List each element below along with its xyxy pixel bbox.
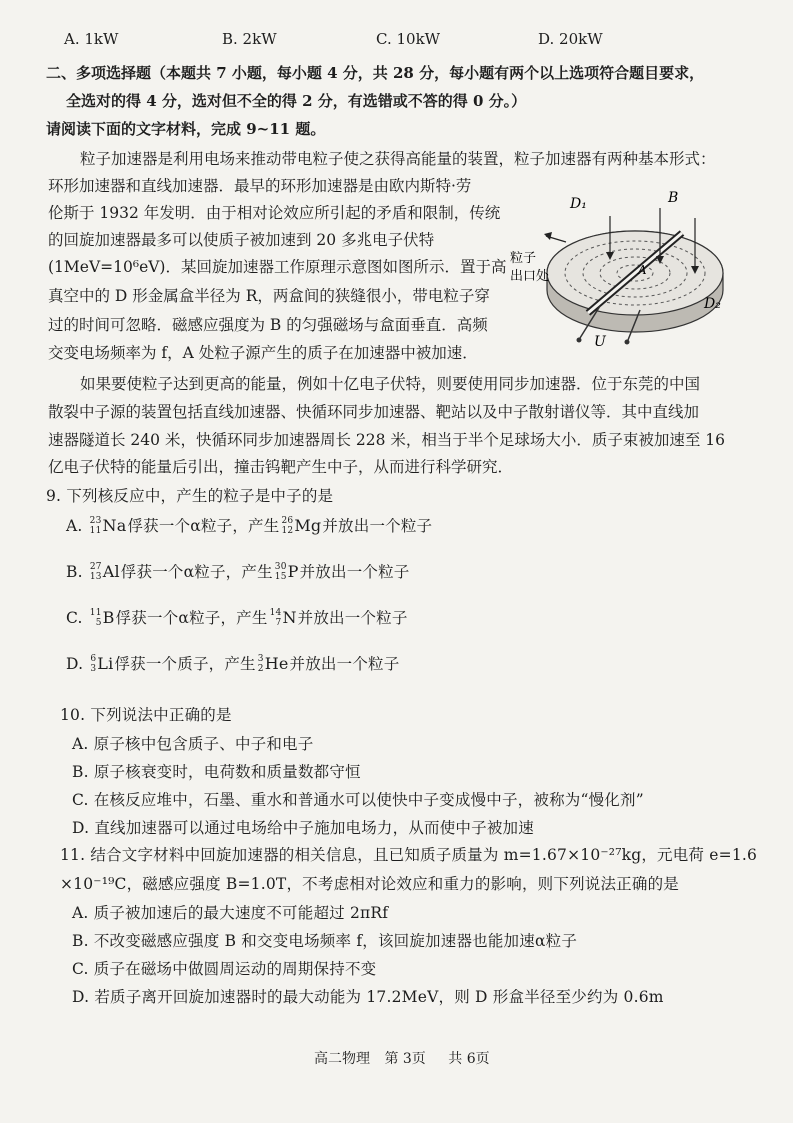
footer-total: 共 6页 (448, 1051, 490, 1067)
q9-stem: 9. 下列核反应中，产生的粒子是中子的是 (46, 487, 334, 505)
nuclide: 14 7 N (269, 608, 297, 628)
passage-line: 亿电子伏特的能量后引出，撞击钨靶产生中子，从而进行科学研究． (48, 458, 514, 476)
footer-page: 第 3页 (384, 1051, 426, 1067)
label-d1: D₁ (570, 196, 587, 212)
q11-option-a: A. 质子被加速后的最大速度不可能超过 2πRf (72, 904, 389, 922)
passage-line: 伦斯于 1932 年发明．由于相对论效应所引起的矛盾和限制，传统 (48, 204, 501, 222)
nuclide: 11 5 B (89, 608, 115, 628)
cyclotron-svg (510, 178, 735, 348)
nuclide: 3 2 He (257, 654, 289, 674)
nuclide: 6 3 Li (90, 654, 114, 674)
q10-option-a: A. 原子核中包含质子、中子和电子 (72, 735, 314, 753)
footer-subject: 高二物理 (314, 1051, 370, 1067)
passage-line: 环形加速器和直线加速器．最早的环形加速器是由欧内斯特·劳 (48, 177, 472, 195)
q11-option-c: C. 质子在磁场中做圆周运动的周期保持不变 (72, 960, 377, 978)
q10-option-d: D. 直线加速器可以通过电场给中子施加电场力，从而使中子被加速 (72, 819, 534, 837)
passage-line: 交变电场频率为 f，A 处粒子源产生的质子在加速器中被加速． (48, 344, 478, 362)
exit-label-2: 出口处 (510, 269, 550, 284)
prev-option-a: A. 1kW (64, 30, 119, 48)
label-a: A (638, 263, 647, 277)
passage-line: 真空中的 D 形金属盒半径为 R，两盒间的狭缝很小，带电粒子穿 (48, 287, 490, 305)
section-heading-line2: 全选对的得 4 分，选对但不全的得 2 分，有选错或不答的得 0 分。） (66, 92, 527, 110)
prev-option-c: C. 10kW (376, 30, 441, 48)
prev-option-b: B. 2kW (222, 30, 277, 48)
passage-line: 的回旋加速器最多可以使质子被加速到 20 多兆电子伏特 (48, 231, 435, 249)
label-b: B (668, 190, 679, 206)
q11-option-d: D. 若质子离开回旋加速器时的最大动能为 17.2MeV，则 D 形盒半径至少约为 0.6m (72, 988, 664, 1006)
passage-line: (1MeV=10⁶eV)．某回旋加速器工作原理示意图如图所示．置于高 (48, 258, 507, 276)
q9-option-b: B. 27 13 Al俘获一个α粒子，产生 30 15 P并放出一个粒子 (66, 562, 410, 582)
q10-option-c: C. 在核反应堆中，石墨、重水和普通水可以使快中子变成慢中子，被称为“慢化剂” (72, 791, 644, 809)
passage-line: 过的时间可忽略．磁感应强度为 B 的匀强磁场与盒面垂直．高频 (48, 316, 488, 334)
nuclide: 26 12 Mg (281, 516, 322, 536)
q9-option-a: A. 23 11 Na俘获一个α粒子，产生 26 12 Mg并放出一个粒子 (66, 516, 433, 536)
q10-stem: 10. 下列说法中正确的是 (60, 706, 232, 724)
prev-option-d: D. 20kW (538, 30, 603, 48)
passage-line: 散裂中子源的装置包括直线加速器、快循环同步加速器、靶站以及中子散射谱仪等．其中直线加 (48, 403, 700, 421)
reading-intro: 请阅读下面的文字材料，完成 9~11 题。 (46, 120, 326, 138)
nuclide: 23 11 Na (89, 516, 127, 536)
nuclide: 27 13 Al (89, 562, 120, 582)
passage-line: 如果要使粒子达到更高的能量，例如十亿电子伏特，则要使用同步加速器．位于东莞的中国 (80, 375, 701, 393)
section-heading-line1: 二、多项选择题（本题共 7 小题，每小题 4 分，共 28 分，每小题有两个以上选项符合题目要求， (46, 64, 705, 82)
label-d2: D₂ (704, 296, 721, 312)
nuclide: 30 15 P (274, 562, 299, 582)
exit-label-1: 粒子 (510, 251, 537, 266)
cyclotron-diagram (510, 178, 735, 348)
q11-stem-line2: ×10⁻¹⁹C，磁感应强度 B=1.0T，不考虑相对论效应和重力的影响，则下列说法正确的是 (60, 875, 679, 893)
q11-stem-line1: 11. 结合文字材料中回旋加速器的相关信息，且已知质子质量为 m=1.67×10⁻²⁷kg，元电荷 e=1.6 (60, 846, 758, 864)
label-u: U (594, 334, 606, 348)
passage-line: 速器隧道长 240 米，快循环同步加速器周长 228 米，相当于半个足球场大小．质子束被加速至 16 (48, 431, 726, 449)
q9-option-d: D. 6 3 Li俘获一个质子，产生 3 2 He并放出一个粒子 (66, 654, 400, 674)
q9-option-c: C. 11 5 B俘获一个α粒子，产生 14 7 N并放出一个粒子 (66, 608, 408, 628)
page-footer (314, 1048, 490, 1068)
passage-line: 粒子加速器是利用电场来推动带电粒子使之获得高能量的装置，粒子加速器有两种基本形式： (80, 150, 716, 168)
q11-option-b: B. 不改变磁感应强度 B 和交变电场频率 f，该回旋加速器也能加速α粒子 (72, 932, 578, 950)
q10-option-b: B. 原子核衰变时，电荷数和质量数都守恒 (72, 763, 361, 781)
